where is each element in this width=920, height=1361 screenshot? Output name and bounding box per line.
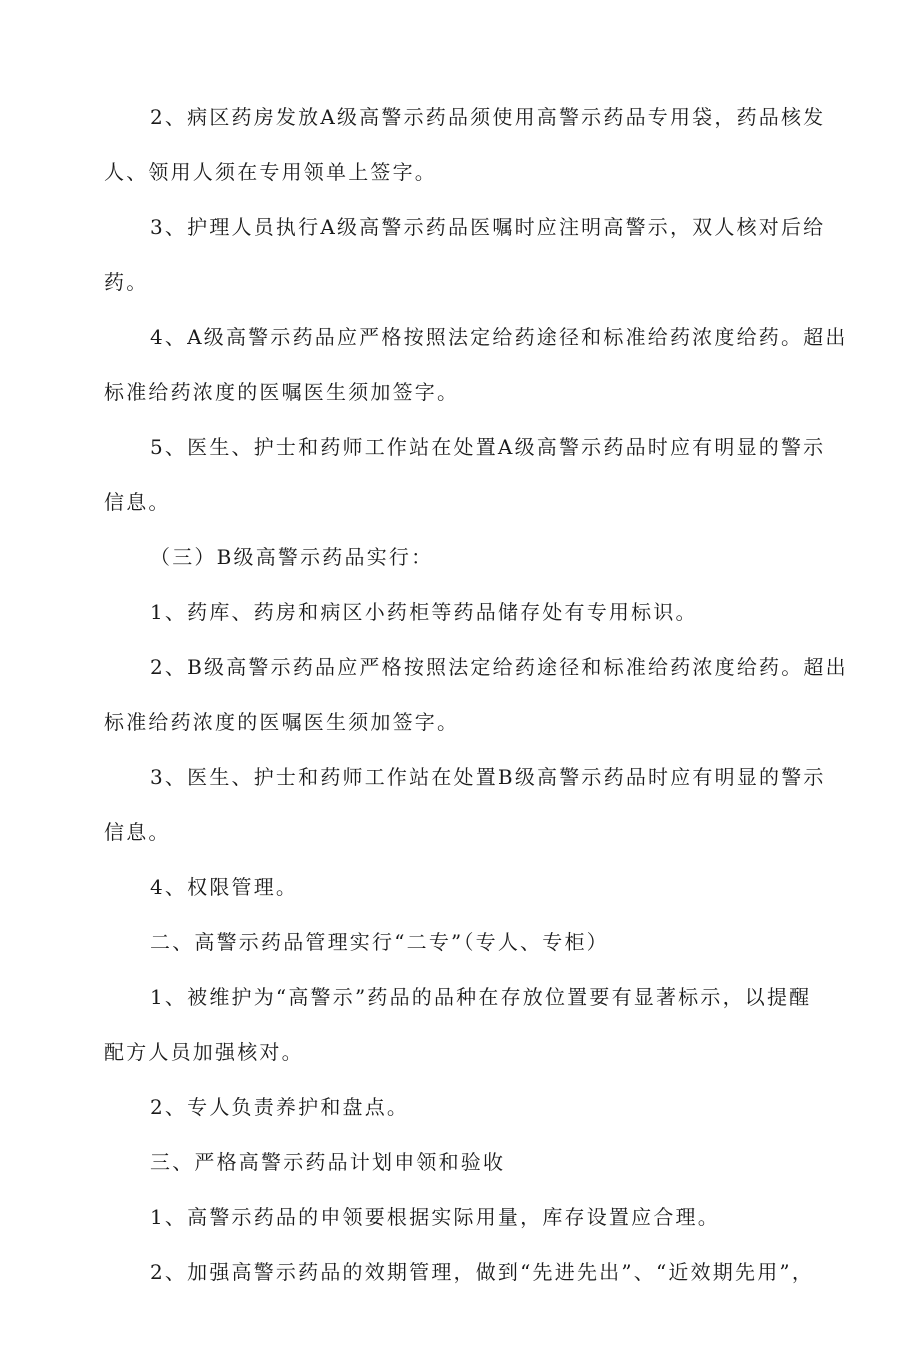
paragraph-line: 2、B级高警示药品应严格按照法定给药途径和标准给药浓度给药。超出	[150, 655, 848, 679]
paragraph-line: 2、专人负责养护和盘点。	[150, 1095, 410, 1119]
paragraph-line: 1、被维护为“高警示”药品的品种在存放位置要有显著标示，以提醒	[150, 985, 812, 1009]
paragraph-line: 标准给药浓度的医嘱医生须加签字。	[104, 710, 460, 734]
section-heading: （三）B级高警示药品实行：	[150, 545, 434, 569]
paragraph-line: 1、药库、药房和病区小药柜等药品储存处有专用标识。	[150, 600, 698, 624]
paragraph-line: 3、护理人员执行A级高警示药品医嘱时应注明高警示，双人核对后给	[150, 215, 826, 239]
paragraph-line: 药。	[104, 270, 149, 294]
paragraph-line: 人、领用人须在专用领单上签字。	[104, 160, 437, 184]
paragraph-line: 5、医生、护士和药师工作站在处置A级高警示药品时应有明显的警示	[150, 435, 826, 459]
paragraph-line: 2、加强高警示药品的效期管理，做到“先进先出”、“近效期先用”，	[150, 1260, 815, 1284]
paragraph-line: 信息。	[104, 490, 171, 514]
paragraph-line: 2、病区药房发放A级高警示药品须使用高警示药品专用袋，药品核发	[150, 105, 826, 129]
section-heading: 二、高警示药品管理实行“二专”（专人、专柜）	[150, 930, 609, 954]
paragraph-line: 配方人员加强核对。	[104, 1040, 304, 1064]
section-heading: 三、严格高警示药品计划申领和验收	[150, 1150, 506, 1174]
paragraph-line: 1、高警示药品的申领要根据实际用量，库存设置应合理。	[150, 1205, 720, 1229]
paragraph-line: 4、A级高警示药品应严格按照法定给药途径和标准给药浓度给药。超出	[150, 325, 848, 349]
paragraph-line: 标准给药浓度的医嘱医生须加签字。	[104, 380, 460, 404]
paragraph-line: 4、权限管理。	[150, 875, 299, 899]
paragraph-line: 3、医生、护士和药师工作站在处置B级高警示药品时应有明显的警示	[150, 765, 826, 789]
paragraph-line: 信息。	[104, 820, 171, 844]
